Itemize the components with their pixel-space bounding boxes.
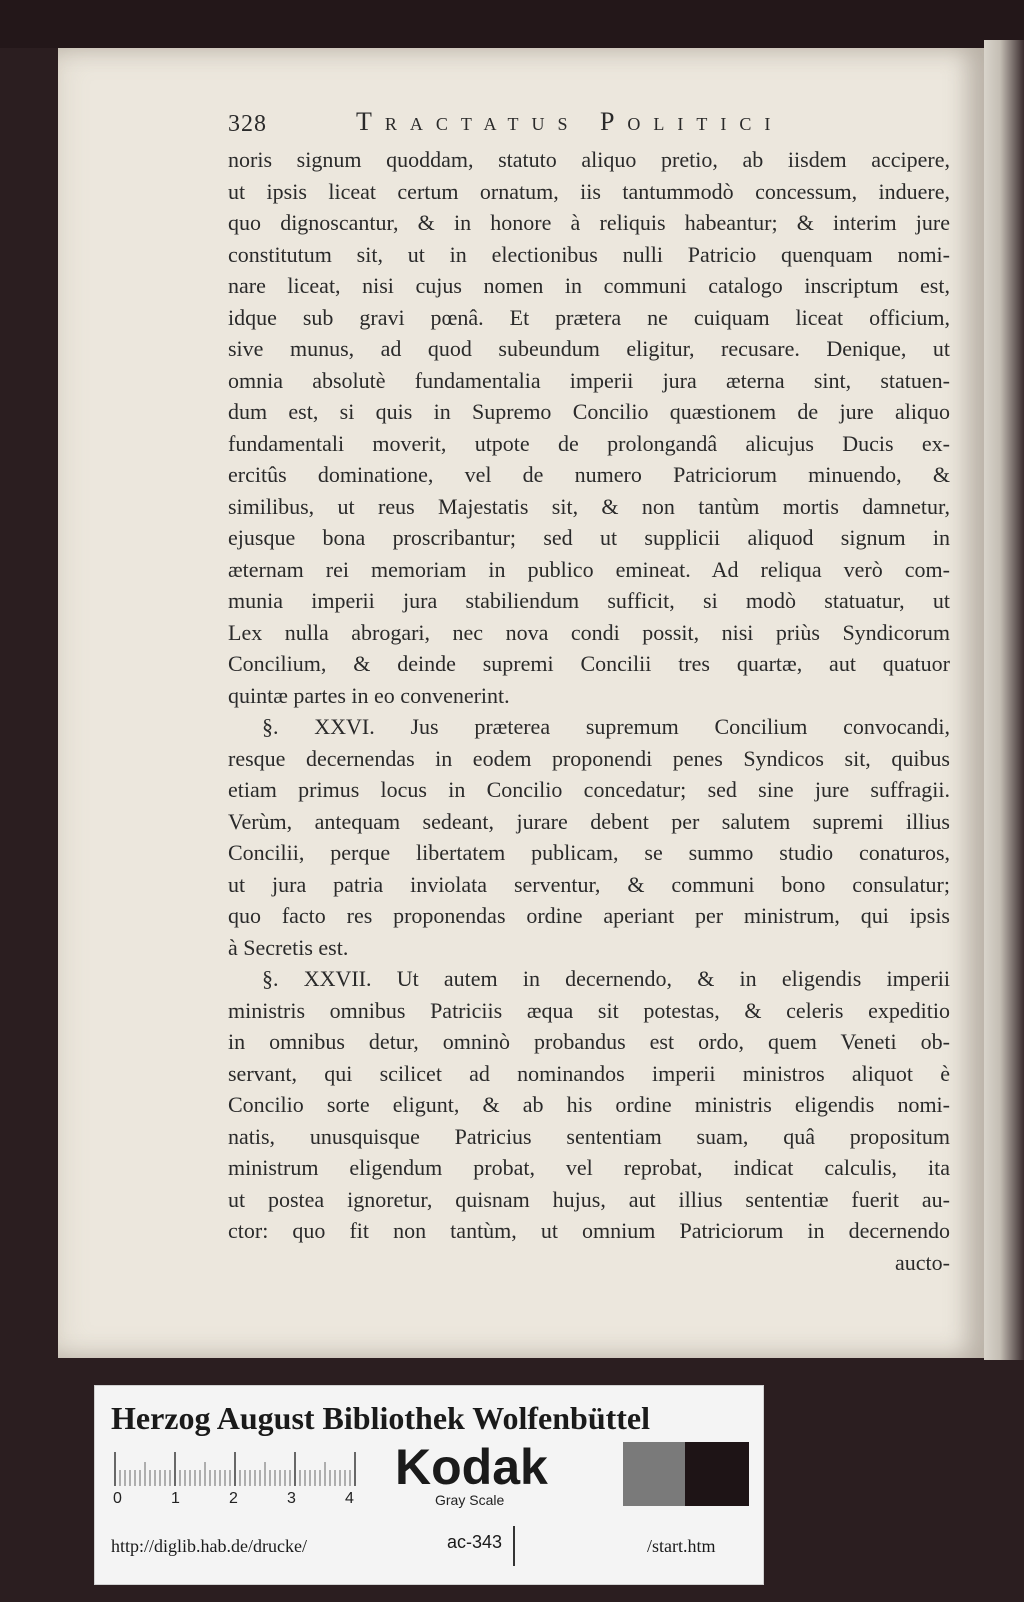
gray-swatches: [571, 1442, 749, 1506]
text-line: similibus, ut reus Majestatis sit, & non tantùm mortis damnetur,: [228, 493, 950, 519]
url-left: http://diglib.hab.de/drucke/: [111, 1536, 307, 1556]
code-divider: [513, 1526, 515, 1566]
text-line: munia imperii jura stabiliendum sufficit, si modò statuatur, ut: [228, 588, 950, 613]
gray-scale-label: Gray Scale: [435, 1492, 505, 1508]
library-name: Herzog August Bibliothek Wolfenbüttel: [111, 1400, 651, 1436]
shelfmark-code: ac-343: [447, 1532, 503, 1552]
text-line: quintæ partes in eo convenerint.: [228, 682, 510, 708]
text-line: ejusque bona proscribantur; sed ut supplicii aliquod signum in: [228, 525, 950, 550]
text-line: sive munus, ad quod subeundum eligitur, recusare. Denique, ut: [228, 336, 950, 361]
text-line: omnia absolutè fundamentalia imperii jura æterna sint, statuen-: [228, 367, 950, 393]
page-edge: [984, 40, 1024, 1360]
scale-ruler: [113, 1452, 363, 1486]
text-line: quo dignoscantur, & in honore à reliquis habeantur; & interim jure: [228, 210, 950, 235]
section-heading-line: §. XXVII. Ut autem in decernendo, & in eligendis imperii: [262, 966, 950, 991]
text-line: fundamentali moverit, utpote de prolongandâ alicujus Ducis ex-: [228, 430, 950, 456]
ruler-numbers: [113, 1490, 383, 1510]
text-line: æternam rei memoriam in publico emineat. Ad reliqua verò com-: [228, 556, 950, 582]
catchword: aucto-: [895, 1249, 950, 1275]
text-line: ministrum eligendum probat, vel reprobat, indicat calculis, ita: [228, 1155, 950, 1180]
text-line: Concilium, & deinde supremi Concilii tres quartæ, aut quatuor: [228, 651, 950, 676]
scan-background-top: [0, 0, 1024, 48]
ruler-number: 2: [229, 1490, 238, 1507]
text-line: idque sub gravi pœnâ. Et prætera ne cuiquam liceat officium,: [228, 304, 950, 330]
text-line: ctor: quo fit non tantùm, ut omnium Patriciorum in decernendo: [228, 1218, 950, 1243]
text-line: noris signum quoddam, statuto aliquo pretio, ab iisdem accipere,: [228, 147, 950, 172]
ruler-number: 3: [287, 1490, 296, 1507]
text-line: in omnibus detur, omninò probandus est ordo, quem Veneti ob-: [228, 1029, 950, 1054]
body-text: [228, 144, 950, 1278]
text-line: Concilii, perque libertatem publicam, se summo studio conaturos,: [228, 840, 950, 865]
section-heading-line: §. XXVI. Jus præterea supremum Concilium convocandi,: [262, 714, 950, 739]
text-line: Verùm, antequam sedeant, jurare debent per salutem supremi illius: [228, 808, 950, 834]
text-line: ministris omnibus Patriciis æqua sit potestas, & celeris expeditio: [228, 997, 950, 1023]
text-line: ut jura patria inviolata serventur, & communi bono consulatur;: [228, 871, 950, 897]
swatch-black: [685, 1442, 749, 1506]
page-header: [228, 107, 948, 141]
text-line: nare liceat, nisi cujus nomen in communi catalogo inscriptum est,: [228, 273, 950, 298]
text-line: quo facto res proponendas ordine aperiant per ministrum, qui ipsis: [228, 903, 950, 928]
ruler-ticks: [113, 1452, 363, 1486]
text-line: Lex nulla abrogari, nec nova condi possit, nisi priùs Syndicorum: [228, 619, 950, 645]
color-target-card: [94, 1385, 764, 1585]
text-line: resque decernendas in eodem proponendi penes Syndicos sit, quibus: [228, 745, 950, 771]
ruler-number: 0: [113, 1490, 122, 1507]
running-title: Tractatus Politici: [356, 107, 784, 136]
text-line: ut ipsis liceat certum ornatum, iis tantummodò concessum, induere,: [228, 178, 950, 204]
text-line: etiam primus locus in Concilio concedatur; sed sine jure suffragii.: [228, 777, 950, 802]
text-line: à Secretis est.: [228, 934, 349, 960]
text-line: Concilio sorte eligunt, & ab his ordine ministris eligendis nomi-: [228, 1092, 950, 1117]
swatch-white: [571, 1442, 623, 1506]
swatch-gray: [623, 1442, 685, 1506]
text-line: natis, unusquisque Patricius sententiam suam, quâ propositum: [228, 1123, 950, 1149]
kodak-logo: Kodak: [395, 1439, 548, 1495]
url-right: /start.htm: [647, 1536, 716, 1556]
text-line: dum est, si quis in Supremo Concilio quæstionem de jure aliquo: [228, 399, 950, 424]
page-number: 328: [228, 111, 267, 137]
text-line: servant, qui scilicet ad nominandos imperii ministros aliquot è: [228, 1060, 950, 1086]
ruler-number: 4: [345, 1490, 354, 1507]
ruler-number: 1: [171, 1490, 180, 1507]
text-line: constitutum sit, ut in electionibus nulli Patricio quenquam nomi-: [228, 241, 950, 267]
text-line: ercitûs dominatione, vel de numero Patriciorum minuendo, &: [228, 462, 950, 487]
text-line: ut postea ignoretur, quisnam hujus, aut illius sententiæ fuerit au-: [228, 1186, 950, 1212]
